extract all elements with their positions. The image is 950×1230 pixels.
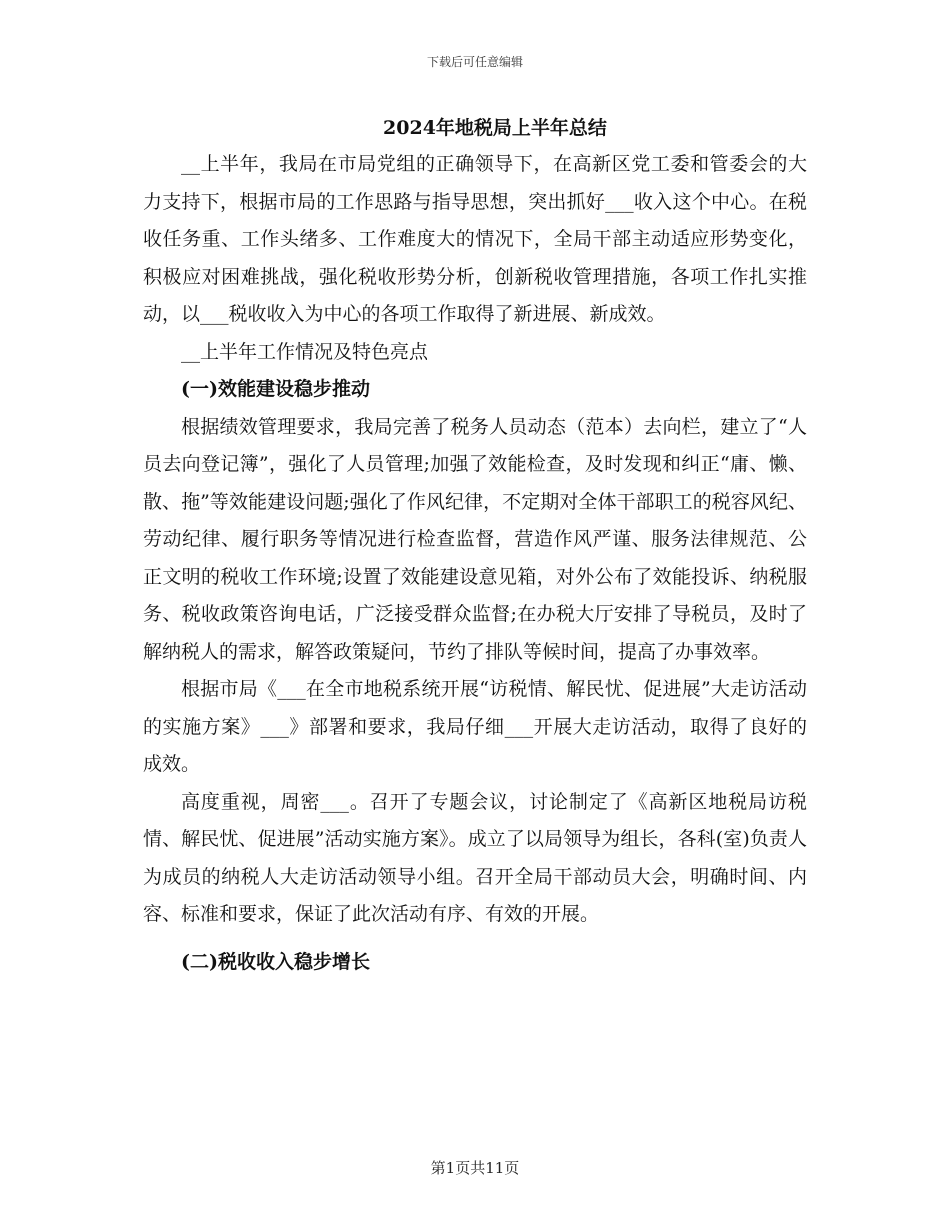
document-title: 2024年地税局上半年总结 — [383, 117, 607, 139]
paragraph-efficiency: 根据绩效管理要求，我局完善了税务人员动态（范本）去向栏，建立了“人员去向登记簿”，强化了人员管理;加强了效能检查，及时发现和纠正“庸、懒、散、拖”等效能建设问题;强化了作风纪律，不定期对全体干部职工的税容风纪、劳动纪律、履行职务等情况进行检查监督，营造作风严谨、服务法律规范、公正文明的税收工作环境;设置了效能建设意见箱，对外公布了效能投诉、纳税服务、税收政策咨询电话，广泛接受群众监督;在办税大厅安排了导税员，及时了解纳税人的需求，解答政策疑问，节约了排队等候时间，提高了办事效率。 — [143, 415, 807, 663]
paragraph-visit-campaign: 根据市局《___在全市地税系统开展“访税情、解民忧、促进展”大走访活动的实施方案》___》部署和要求，我局仔细___开展大走访活动，取得了良好的成效。 — [143, 678, 807, 775]
paragraph-organization: 高度重视，周密___。召开了专题会议，讨论制定了《高新区地税局访税情、解民忧、促进展”活动实施方案》。成立了以局领导为组长，各科(室)负责人为成员的纳税人大走访活动领导小组。召开全局干部动员大会，明确时间、内容、标准和要求，保证了此次活动有序、有效的开展。 — [143, 790, 807, 925]
download-note: 下载后可任意编辑 — [426, 55, 523, 69]
paragraph-intro: __上半年，我局在市局党组的正确领导下，在高新区党工委和管委会的大力支持下，根据市局的工作思路与指导思想，突出抓好___收入这个中心。在税收任务重、工作头绪多、工作难度大的情况下，全局干部主动适应形势变化，积极应对困难挑战，强化税收形势分析，创新税收管理措施，各项工作扎实推动，以___税收收入为中心的各项工作取得了新进展、新成效。 — [143, 153, 807, 325]
paragraph-overview-heading: __上半年工作情况及特色亮点 — [181, 340, 429, 363]
document-body — [143, 112, 807, 981]
page-number: 第1页共11页 — [430, 1159, 520, 1177]
section-heading-revenue: (二)税收收入稳步增长 — [181, 950, 370, 973]
spacer — [143, 934, 807, 944]
section-heading-efficiency: (一)效能建设稳步推动 — [181, 378, 370, 400]
